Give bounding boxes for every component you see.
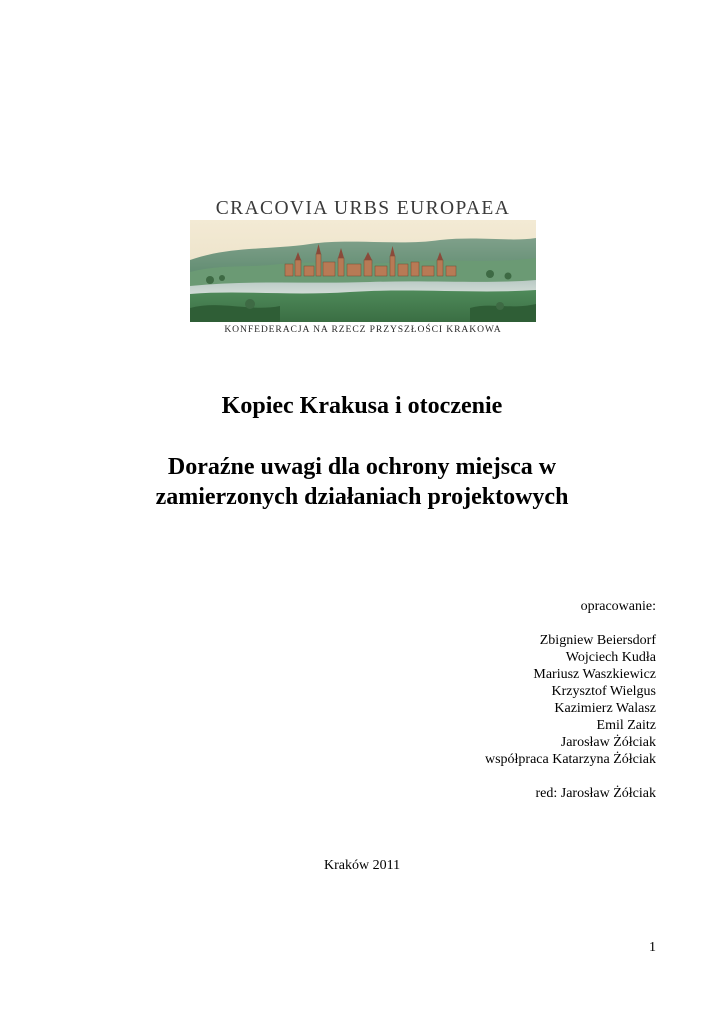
editor-credit: red: Jarosław Żółciak	[535, 786, 656, 801]
credits-label: opracowanie:	[580, 599, 656, 614]
author-name: Emil Zaitz	[596, 718, 656, 733]
logo-subtitle: KONFEDERACJA NA RZECZ PRZYSZŁOŚCI KRAKOWA	[224, 324, 502, 335]
place-date: Kraków 2011	[324, 858, 401, 873]
author-name: Wojciech Kudła	[565, 650, 656, 665]
document-subtitle	[0, 452, 724, 512]
credits-block	[485, 598, 656, 802]
cracovia-logo	[188, 198, 538, 340]
document-title: Kopiec Krakusa i otoczenie	[221, 393, 503, 419]
city-panorama-illustration	[190, 220, 536, 322]
subtitle-line: Doraźne uwagi dla ochrony miejsca w	[167, 454, 557, 480]
author-name: Krzysztof Wielgus	[551, 684, 656, 699]
subtitle-line: zamierzonych działaniach projektowych	[155, 484, 569, 510]
logo-title: CRACOVIA URBS EUROPAEA	[215, 198, 511, 219]
author-name: Jarosław Żółciak	[560, 735, 656, 750]
author-name: Mariusz Waszkiewicz	[533, 667, 656, 682]
author-name: Kazimierz Walasz	[554, 701, 656, 716]
author-name: Zbigniew Beiersdorf	[539, 633, 656, 648]
page-number: 1	[649, 940, 656, 955]
author-name: współpraca Katarzyna Żółciak	[484, 752, 656, 767]
